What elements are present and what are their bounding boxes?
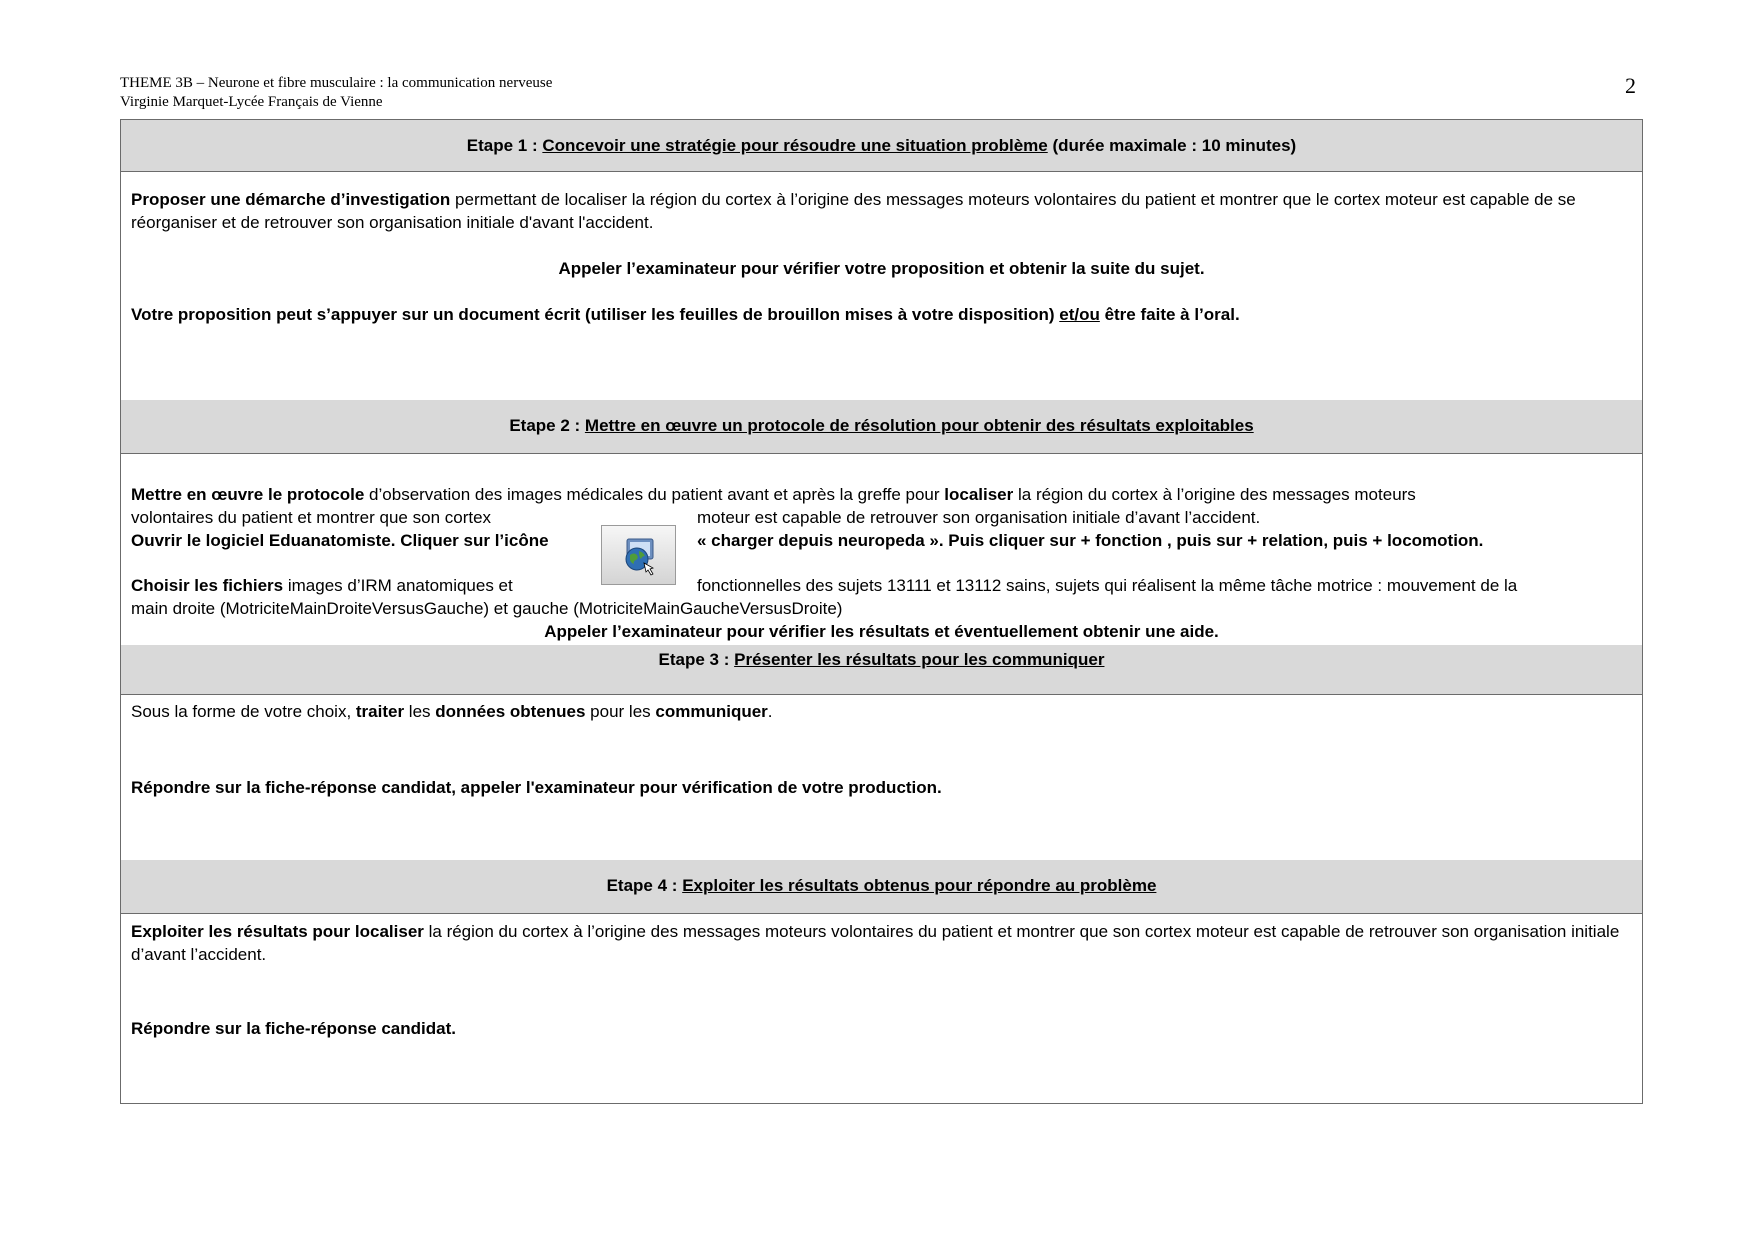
etape2-line4: Choisir les fichiers images d’IRM anatomiques et fonctionnelles des sujets 13111 et 13112 sains, sujets qui réalisent la même tâche motrice : mouvement de la [131,576,1518,595]
etape1-title: Concevoir une stratégie pour résoudre une situation problème [542,136,1048,155]
etape3-answer-note: Répondre sur la fiche-réponse candidat, appeler l'examinateur pour vérification de votre production. [131,778,942,797]
neuropeda-load-icon [617,536,661,576]
etape1-label: Etape 1 : [466,136,543,155]
etape1-duration: (durée maximale : 10 minutes) [1047,136,1297,155]
etape1-proposal-note: Votre proposition peut s’appuyer sur un document écrit (utiliser les feuilles de brouillon mises à votre disposition) et/ou être faite à l’oral. [131,305,1240,324]
header-theme: THEME 3B – Neurone et fibre musculaire : la communication nerveuse [120,75,553,91]
etape3-header [120,645,1643,695]
etape2-body [120,453,1643,646]
page-header [120,74,552,112]
etape2-line5: main droite (MotriciteMainDroiteVersusGauche) et gauche (MotriciteMainGaucheVersusDroite) [131,599,843,618]
header-author: Virginie Marquet-Lycée Français de Vienne [120,94,383,110]
etape1-body [120,171,1643,401]
etape2-call-examiner: Appeler l’examinateur pour vérifier les résultats et éventuellement obtenir une aide. [544,622,1219,641]
etape1-instruction-text: permettant de localiser la région du cortex à l’origine des messages moteurs volontaires du patient et montrer que le cortex moteur est capable de se réorganiser et de retrouver son organisation initiale d'avant l'accident. [131,190,1576,232]
etape2-label: Etape 2 : [509,416,585,435]
etape2-title: Mettre en œuvre un protocole de résolution pour obtenir des résultats exploitables [584,416,1254,435]
etape4-title: Exploiter les résultats obtenus pour répondre au problème [682,876,1157,895]
etape4-answer-note: Répondre sur la fiche-réponse candidat. [131,1019,456,1038]
etape1-instruction [131,188,1632,234]
etape3-label: Etape 3 : [658,650,735,669]
etape3-body [120,694,1643,861]
etape2-header [120,400,1643,454]
etape2-line2: volontaires du patient et montrer que son cortex moteur est capable de retrouver son organisation initiale d’avant l’accident. [131,508,1261,527]
etape1-instruction-bold: Proposer une démarche d’investigation [131,190,451,209]
etape3-instruction: Sous la forme de votre choix, traiter les données obtenues pour les communiquer. [131,702,773,721]
etape2-line3: Ouvrir le logiciel Eduanatomiste. Cliquer sur l’icône « charger depuis neuropeda ». Puis cliquer sur + fonction , puis sur + relation, puis + locomotion. [131,531,1484,550]
etape4-body [120,913,1643,1104]
page-number: 2 [1625,73,1636,98]
etape1-call-examiner: Appeler l’examinateur pour vérifier votre proposition et obtenir la suite du sujet. [558,259,1205,278]
etape4-label: Etape 4 : [606,876,683,895]
neuropeda-load-button[interactable] [601,525,676,585]
etape4-instruction: Exploiter les résultats pour localiser la région du cortex à l’origine des messages moteurs volontaires du patient et montrer que son cortex moteur est capable de retrouver son organisation initiale d’avant l’accident. [131,922,1620,964]
etape2-line1: Mettre en œuvre le protocole d’observation des images médicales du patient avant et après la greffe pour localiser la région du cortex à l’origine des messages moteurs [131,485,1416,504]
etape4-header [120,860,1643,914]
etape3-title: Présenter les résultats pour les communiquer [734,650,1105,669]
etape1-header [120,119,1643,172]
